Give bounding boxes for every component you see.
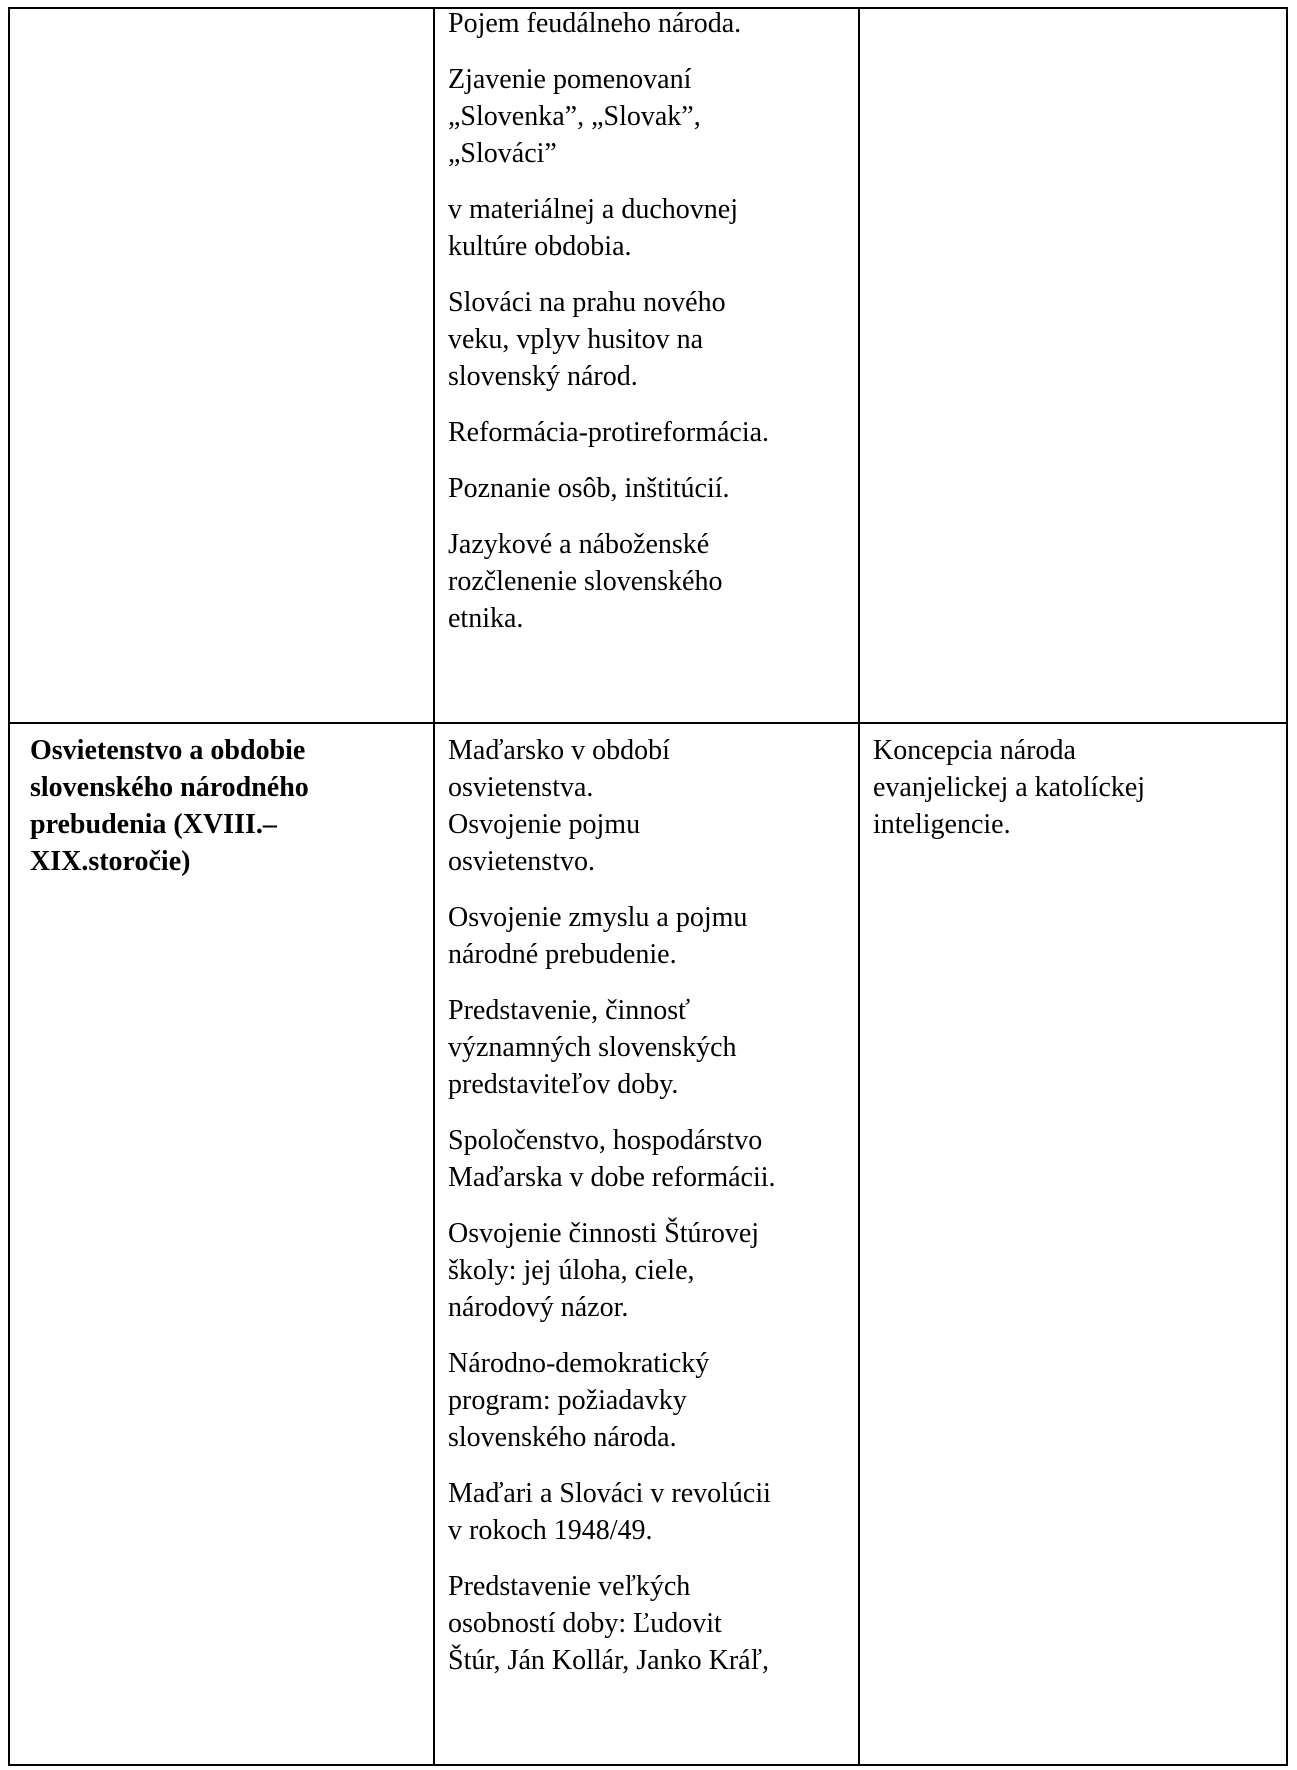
content-item: Poznanie osôb, inštitúcií. [448,473,730,504]
topic-cell [9,723,434,1765]
content-list [435,5,858,637]
content-item: Pojem feudálneho národa. [448,8,742,39]
concept-cell [859,723,1287,1765]
concept-cell [859,8,1287,723]
concept-text: Koncepcia národa evanjelickej a katolíckej inteligencie. [873,735,1146,840]
curriculum-table [8,7,1288,1766]
content-item: Slováci na prahu nového veku, vplyv husitov na slovenský národ. [448,287,726,392]
content-item: Predstavenie, činnosť významných slovenských predstaviteľov doby. [448,995,737,1100]
content-item: Zjavenie pomenovaní „Slovenka”, „Slovak”, „Slováci” [448,64,701,169]
content-item: Maďari a Slováci v revolúcii v rokoch 1948/49. [448,1478,771,1546]
content-item: Národno-demokratický program: požiadavky slovenského národa. [448,1348,710,1453]
topic-cell [9,8,434,723]
content-cell [434,8,859,723]
content-item: v materiálnej a duchovnej kultúre obdobia. [448,194,738,262]
topic-heading: Osvietenstvo a obdobie slovenského národného prebudenia (XVIII.– XIX.storočie) [30,735,309,877]
table-row [9,8,1287,723]
content-item: Predstavenie veľkých osobností doby: Ľudovit Štúr, Ján Kollár, Janko Kráľ, [448,1571,769,1676]
content-item: Jazykové a náboženské rozčlenenie slovenského etnika. [448,529,723,634]
content-cell [434,723,859,1765]
content-item: Spoločenstvo, hospodárstvo Maďarska v dobe reformácii. [448,1125,776,1193]
content-item: Maďarsko v období osvietenstva. Osvojenie pojmu osvietenstvo. [448,735,670,877]
content-item: Osvojenie činnosti Štúrovej školy: jej úloha, ciele, národový názor. [448,1218,760,1323]
table-row [9,723,1287,1765]
content-list [435,724,858,1679]
content-item: Osvojenie zmyslu a pojmu národné prebudenie. [448,902,748,970]
content-item: Reformácia-protireformácia. [448,417,770,448]
